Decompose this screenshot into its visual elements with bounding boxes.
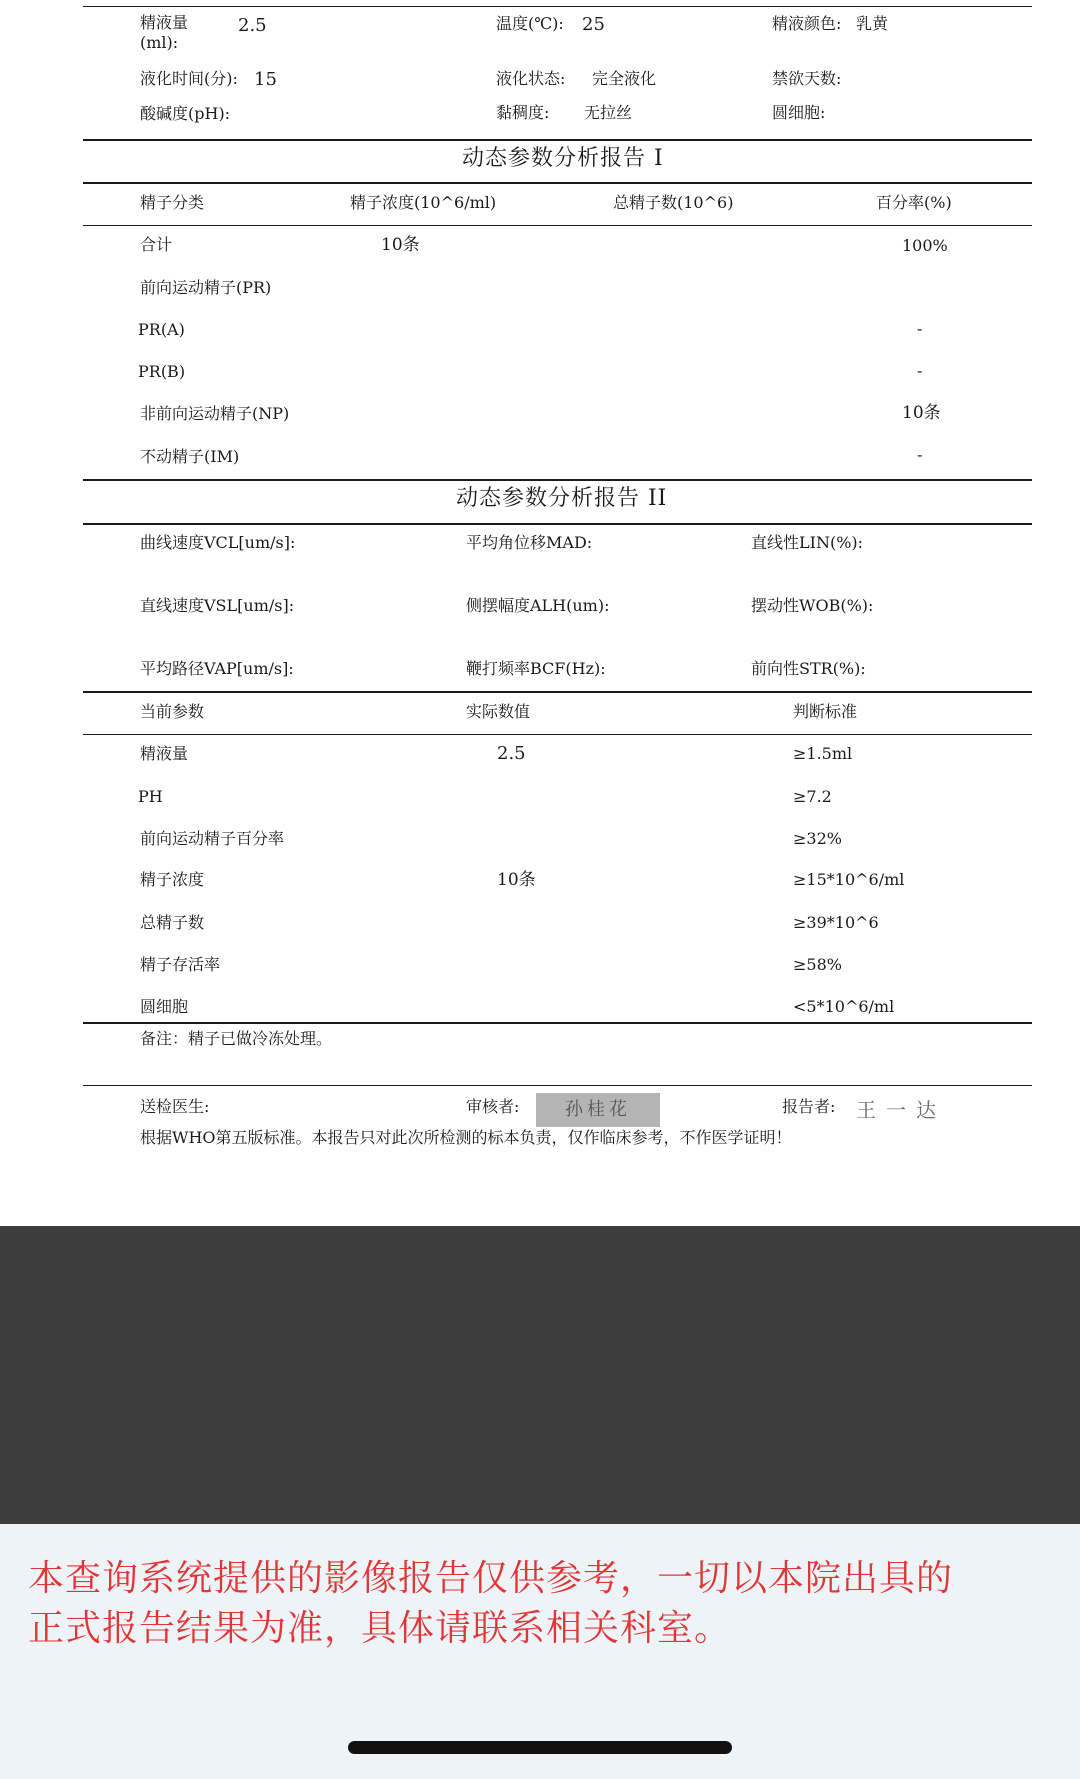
param-standard: ≥1.5ml xyxy=(793,744,853,763)
home-indicator[interactable] xyxy=(348,1741,732,1754)
liquefaction-state-value: 完全液化 xyxy=(592,69,657,88)
param-standard: ≥58% xyxy=(793,955,842,974)
rule xyxy=(83,734,1032,735)
reporter-signature: 王一达 xyxy=(856,1098,946,1122)
remark: 备注：精子已做冷冻处理。 xyxy=(140,1029,333,1048)
param-standard: ≥7.2 xyxy=(793,787,832,806)
temperature-value: 25 xyxy=(582,14,605,35)
liquefaction-time-value: 15 xyxy=(254,69,277,90)
liquefaction-state-label: 液化状态: xyxy=(496,69,566,88)
col-header-standard: 判断标准 xyxy=(793,702,858,721)
col-header-value: 实际数值 xyxy=(466,702,531,721)
row-name: 合计 xyxy=(140,235,173,254)
param-name: 精液量 xyxy=(140,744,189,763)
reporter-label: 报告者: xyxy=(782,1097,836,1116)
reviewer-signature: 孙桂花 xyxy=(536,1093,660,1127)
param-name: 前向运动精子百分率 xyxy=(140,829,285,848)
row-concentration: 10条 xyxy=(381,235,420,255)
color-label: 精液颜色: xyxy=(772,14,842,33)
row-percent: - xyxy=(917,445,923,464)
rule xyxy=(83,691,1032,693)
rule xyxy=(83,182,1032,184)
report2-title: 动态参数分析报告 II xyxy=(456,486,668,511)
mad-label: 平均角位移MAD: xyxy=(466,533,593,552)
param-standard: ≥15*10^6/ml xyxy=(793,870,905,889)
param-standard: <5*10^6/ml xyxy=(793,997,895,1016)
param-value: 10条 xyxy=(497,870,536,890)
viscosity-label: 黏稠度: xyxy=(496,103,550,122)
color-value: 乳黄 xyxy=(856,14,889,33)
rule xyxy=(83,479,1032,481)
viscosity-value: 无拉丝 xyxy=(584,103,633,122)
row-percent: - xyxy=(917,361,923,380)
ph-label: 酸碱度(pH): xyxy=(140,104,231,123)
row-name: 不动精子(IM) xyxy=(140,447,240,466)
volume-value: 2.5 xyxy=(238,15,267,36)
notice-line-2: 正式报告结果为准，具体请联系相关科室。 xyxy=(28,1608,732,1649)
bcf-label: 鞭打频率BCF(Hz): xyxy=(466,659,606,678)
row-percent: 100% xyxy=(902,236,948,255)
param-standard: ≥39*10^6 xyxy=(793,913,879,932)
vsl-label: 直线速度VSL[um/s]: xyxy=(140,596,295,615)
rule xyxy=(83,225,1032,226)
param-name: 总精子数 xyxy=(140,913,205,932)
row-name: 前向运动精子(PR) xyxy=(140,278,272,297)
param-name: PH xyxy=(138,787,163,806)
row-percent: - xyxy=(917,319,923,338)
notice-line-1: 本查询系统提供的影像报告仅供参考，一切以本院出具的 xyxy=(28,1558,954,1599)
volume-unit: (ml): xyxy=(140,33,179,52)
row-name: 非前向运动精子(NP) xyxy=(140,404,290,423)
vap-label: 平均路径VAP[um/s]: xyxy=(140,659,294,678)
lin-label: 直线性LIN(%): xyxy=(751,533,864,552)
col-header-category: 精子分类 xyxy=(140,193,205,212)
row-name: PR(A) xyxy=(138,320,185,339)
row-percent: 10条 xyxy=(902,403,941,423)
col-header-param: 当前参数 xyxy=(140,702,205,721)
reviewer-label: 审核者: xyxy=(466,1097,520,1116)
str-label: 前向性STR(%): xyxy=(751,659,866,678)
doctor-label: 送检医生: xyxy=(140,1097,210,1116)
rule xyxy=(83,1085,1032,1086)
liquefaction-time-label: 液化时间(分): xyxy=(140,69,238,88)
param-name: 圆细胞 xyxy=(140,997,189,1016)
vcl-label: 曲线速度VCL[um/s]: xyxy=(140,533,296,552)
param-value: 2.5 xyxy=(497,743,526,764)
param-name: 精子浓度 xyxy=(140,870,205,889)
col-header-concentration: 精子浓度(10^6/ml) xyxy=(350,193,497,212)
param-name: 精子存活率 xyxy=(140,955,221,974)
report1-title: 动态参数分析报告 I xyxy=(462,146,664,171)
rule xyxy=(83,1022,1032,1024)
rule xyxy=(83,523,1032,525)
param-standard: ≥32% xyxy=(793,829,842,848)
alh-label: 侧摆幅度ALH(um): xyxy=(466,596,610,615)
wob-label: 摆动性WOB(%): xyxy=(751,596,874,615)
row-name: PR(B) xyxy=(138,362,186,381)
temperature-label: 温度(℃): xyxy=(496,14,564,33)
round-cell-label: 圆细胞: xyxy=(772,103,826,122)
col-header-percent: 百分率(%) xyxy=(876,193,952,212)
rule xyxy=(83,139,1032,141)
volume-label: 精液量 xyxy=(140,13,189,32)
top-rule xyxy=(83,6,1032,7)
image-viewer-backdrop xyxy=(0,1226,1080,1524)
disclaimer: 根据WHO第五版标准。本报告只对此次所检测的标本负责，仅作临床参考，不作医学证明！ xyxy=(140,1128,792,1147)
col-header-total: 总精子数(10^6) xyxy=(613,193,734,212)
abstinence-label: 禁欲天数: xyxy=(772,69,842,88)
